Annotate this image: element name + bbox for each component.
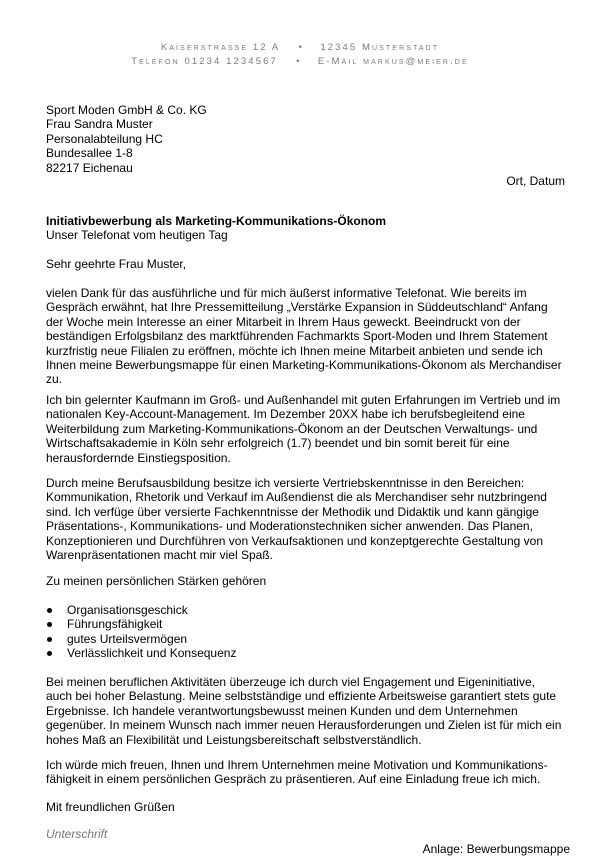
paragraph-line: kurzfristig neue Filialen zu eröffnen, möchte ich Ihnen meine Mitarbeit anbieten und sende ich [46, 343, 543, 358]
subject-reference: Unser Telefonat vom heutigen Tag [46, 228, 228, 243]
paragraph-line: Ich würde mich freuen, Ihnen und Ihrem Unternehmen meine Motivation und Kommunikations- [46, 758, 548, 772]
paragraph-line: Durch meine Berufsausbildung besitze ich versierte Vertriebskenntnisse in den Bereichen: [46, 476, 525, 490]
paragraph-line: auch bei hoher Belastung. Meine selbstständige und effiziente Arbeitsweise garantiert stets gute [46, 689, 557, 704]
paragraph-line: Weiterbildung zum Marketing-Kommunikations-Ökonom an der Deutschen Verwaltungs- und [46, 421, 538, 436]
paragraph-line: nationalen Key-Account-Management. Im Dezember 20XX habe ich berufsbegleitend eine [46, 407, 525, 422]
paragraph-line: Kommunikation, Rhetorik und Verkauf im Außendienst die als Merchandiser sehr nutzbringend [46, 490, 547, 505]
paragraph-line: vielen Dank für das ausführliche und für mich äußerst informative Telefonat. Wie bereits im [46, 286, 527, 300]
bullet-icon [47, 622, 52, 627]
paragraph-line: hohes Maß an Flexibilität und Leistungsbereitschaft selbstverständlich. [46, 732, 422, 747]
paragraph-line: Konzeptionieren und Durchführen von Verkaufsaktionen und konzeptgerechte Gestaltung von [46, 533, 544, 548]
recipient-line: Sport Moden GmbH & Co. KG [46, 103, 207, 117]
bullet-icon [47, 651, 52, 656]
sender-email: E-Mail markus@meier.de [317, 56, 469, 67]
body-paragraph [46, 286, 576, 387]
sender-address-line [0, 42, 600, 53]
recipient-line: Bundesallee 1-8 [46, 146, 133, 161]
recipient-line: Personalabteilung HC [46, 131, 163, 146]
paragraph-line: gegenüber. In meinem Wunsch nach immer neuen Herausforderungen und Zielen ist für mich ein [46, 718, 562, 733]
sender-city: 12345 Musterstadt [320, 42, 440, 53]
body-paragraph [46, 758, 576, 787]
bullet-icon [47, 637, 52, 642]
paragraph-line: der Woche mein Interesse an einer Mitarbeit in Ihrem Haus geweckt. Beeindruckt von der [46, 314, 521, 329]
body-paragraph [46, 393, 576, 465]
sender-street: Kaiserstrasse 12 A [160, 42, 281, 53]
strengths-intro: Zu meinen persönlichen Stärken gehören [46, 574, 267, 588]
recipient-line: Frau Sandra Muster [46, 117, 153, 132]
list-item [46, 632, 576, 646]
strengths-list [46, 603, 576, 661]
place-date: Ort, Datum [506, 174, 565, 188]
recipient-line: 82217 Eichenau [46, 160, 133, 175]
list-item [46, 617, 576, 631]
bullet-icon [47, 608, 52, 613]
strength-label: gutes Urteilsvermögen [67, 631, 188, 646]
sender-contact-line [0, 56, 600, 67]
paragraph-line: Ich bin gelernter Kaufmann im Groß- und Außenhandel mit guten Erfahrungen im Vertrieb und im [46, 393, 561, 407]
paragraph-line: herausfordernde Einstiegsposition. [46, 450, 231, 465]
salutation: Sehr geehrte Frau Muster, [46, 257, 187, 271]
separator-dot: • [298, 42, 302, 53]
paragraph-line: Bei meinen beruflichen Aktivitäten überzeuge ich durch viel Engagement und Eigeninitiative, [46, 675, 535, 689]
subject-title: Initiativbewerbung als Marketing-Kommunikations-Ökonom [46, 214, 387, 228]
paragraph-line: sind. Ich verfüge über versierte Fachkenntnisse der Methodik und Didaktik und kann gängige [46, 504, 539, 519]
body-paragraph [46, 476, 576, 562]
paragraph-line: Warenpräsentationen macht mir viel Spaß. [46, 548, 273, 563]
strength-label: Verlässlichkeit und Konsequenz [67, 646, 237, 661]
strength-label: Führungsfähigkeit [67, 617, 163, 632]
paragraph-line: Ergebnisse. Ich handele verantwortungsbewusst meinen Kunden und dem Unternehmen [46, 703, 518, 718]
sender-phone: Telefon 01234 1234567 [131, 56, 278, 67]
separator-dot: • [296, 56, 300, 67]
list-item [46, 603, 576, 617]
paragraph-line: Präsentations-, Kommunikations- und Moderationstechniken sicher anwenden. Das Planen, [46, 519, 533, 534]
enclosure-note: Anlage: Bewerbungsmappe [422, 842, 570, 856]
strength-label: Organisationsgeschick [67, 603, 188, 617]
body-paragraph [46, 675, 576, 747]
signature: Unterschrift [46, 827, 108, 841]
closing-greeting: Mit freundlichen Grüßen [46, 800, 175, 814]
subject-block [46, 214, 576, 243]
paragraph-line: Gespräch erwähnt, hat Ihre Pressemitteilung „Verstärke Expansion in Süddeutschland“ Anfang [46, 300, 548, 315]
recipient-address [46, 103, 576, 175]
paragraph-line: Wirtschaftsakademie in Köln sehr erfolgreich (1.7) beendet und bin somit bereit für eine [46, 436, 510, 451]
list-item [46, 646, 576, 660]
paragraph-line: beständigen Erfolgsbilanz des marktführenden Fachmarkts Sport-Moden und Ihrem Statement [46, 329, 548, 344]
paragraph-line: Ihnen meine Bewerbungsmappe für einen Marketing-Kommunikations-Ökonom als Merchandiser [46, 358, 562, 373]
paragraph-line: fähigkeit in einem persönlichen Gespräch zu präsentieren. Auf eine Einladung freue ich mich. [46, 772, 541, 787]
paragraph-line: zu. [46, 372, 63, 387]
